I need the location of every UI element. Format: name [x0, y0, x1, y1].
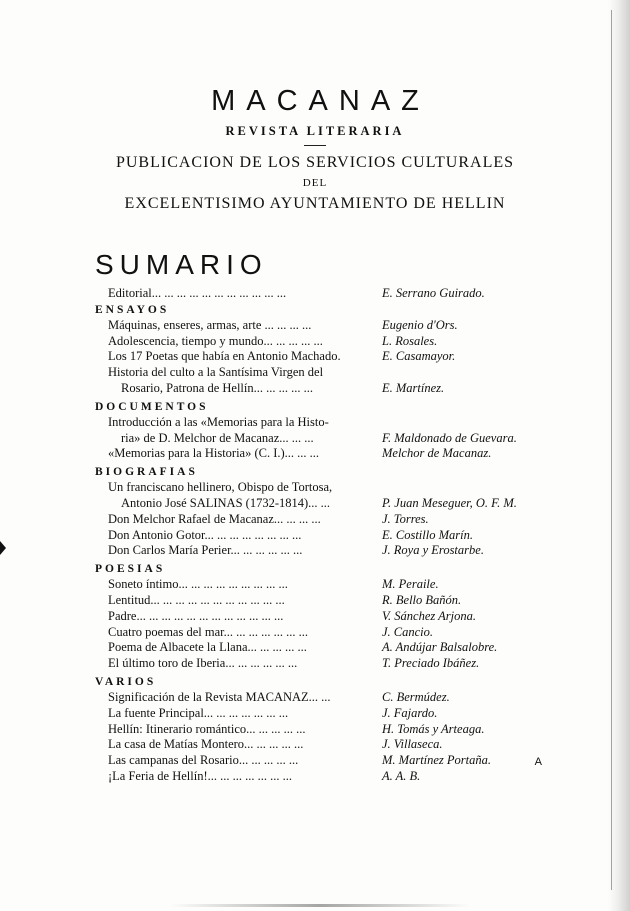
masthead — [0, 84, 630, 214]
entry-title: Don Carlos María Perier... ... ... ... ... ... — [108, 543, 303, 558]
entry-author: T. Preciado Ibáñez. — [382, 656, 480, 671]
entry-title: Introducción a las «Memorias para la Histo- — [108, 414, 329, 429]
entry-author: H. Tomás y Arteaga. — [382, 721, 485, 736]
toc-entry — [95, 656, 525, 672]
entry-title: Los 17 Poetas que había en Antonio Machado. — [108, 349, 341, 364]
toc-entry — [95, 753, 525, 769]
entry-title: Lentitud... ... ... ... ... ... ... ... ... ... ... — [108, 592, 285, 607]
entry-title: Máquinas, enseres, armas, arte ... ... ... ... — [108, 317, 312, 332]
entry-title: Un franciscano hellinero, Obispo de Tortosa, — [108, 480, 333, 495]
table-of-contents — [95, 286, 525, 787]
magazine-subtitle: REVISTA LITERARIA — [225, 124, 405, 138]
title-rule — [304, 145, 326, 146]
entry-title: Editorial... ... ... ... ... ... ... ... ... ... ... — [108, 286, 287, 300]
entry-author: M. Martínez Portaña. — [382, 753, 492, 768]
entry-author: J. Fajardo. — [382, 705, 438, 720]
entry-title: Padre... ... ... ... ... ... ... ... ... ... ... ... — [108, 608, 284, 623]
entry-title: Soneto íntimo... ... ... ... ... ... ... ... ... — [108, 577, 288, 592]
toc-entry — [95, 640, 525, 656]
stray-mark: A — [534, 756, 542, 768]
entry-author: E. Serrano Guirado. — [382, 286, 485, 300]
entry-title: Antonio José SALINAS (1732-1814)... ... — [121, 495, 331, 510]
entry-title: El último toro de Iberia... ... ... ... ... ... — [108, 656, 298, 671]
toc-entry — [95, 625, 525, 641]
toc-entry — [95, 334, 525, 350]
entry-author: E. Costillo Marín. — [382, 527, 473, 542]
entry-author: E. Martínez. — [382, 380, 445, 395]
toc-entry — [95, 690, 525, 706]
toc-entry — [95, 381, 525, 397]
binding-mark — [0, 541, 6, 555]
entry-author: J. Torres. — [382, 511, 429, 526]
contents-heading: SUMARIO — [95, 249, 268, 280]
toc-entry — [95, 349, 525, 365]
entry-author: L. Rosales. — [382, 333, 438, 348]
publisher-line-3: EXCELENTISIMO AYUNTAMIENTO DE HELLIN — [124, 195, 506, 212]
publisher-line-2: DEL — [302, 177, 328, 189]
entry-author: F. Maldonado de Guevara. — [382, 430, 517, 445]
entry-title: La fuente Principal... ... ... ... ... ... ... — [108, 705, 289, 720]
entry-author: P. Juan Meseguer, O. F. M. — [382, 495, 517, 510]
toc-entry — [95, 365, 525, 381]
toc-entry — [95, 577, 525, 593]
section-heading: BIOGRAFIAS — [95, 466, 198, 479]
toc-entry — [95, 318, 525, 334]
toc-entry — [95, 769, 525, 785]
toc-entry — [95, 609, 525, 625]
toc-entry — [95, 446, 525, 462]
toc-entry — [95, 286, 525, 302]
entry-author: Eugenio d'Ors. — [382, 317, 458, 332]
toc-entry — [95, 496, 525, 512]
toc-entry — [95, 722, 525, 738]
entry-title: Hellín: Itinerario romántico... ... ... ... ... — [108, 721, 306, 736]
entry-title: «Memorias para la Historia» (C. I.)... ... ... — [108, 446, 320, 461]
entry-author: E. Casamayor. — [382, 349, 456, 364]
section-heading: ENSAYOS — [95, 303, 170, 316]
entry-title: La casa de Matías Montero... ... ... ... ... — [108, 737, 304, 752]
entry-author: A. Andújar Balsalobre. — [382, 640, 498, 655]
toc-entry — [95, 415, 525, 431]
section-heading: VARIOS — [95, 675, 157, 688]
bottom-smudge — [170, 904, 470, 907]
entry-title: Don Antonio Gotor... ... ... ... ... ... ... ... — [108, 527, 302, 542]
entry-title: Don Melchor Rafael de Macanaz... ... ... ... — [108, 511, 321, 526]
entry-title: Las campanas del Rosario... ... ... ... ... — [108, 753, 299, 768]
toc-entry — [95, 528, 525, 544]
entry-author: J. Roya y Erostarbe. — [382, 543, 484, 558]
toc-entry — [95, 512, 525, 528]
entry-title: Adolescencia, tiempo y mundo... ... ... ... ... — [108, 333, 323, 348]
entry-author: C. Bermúdez. — [382, 689, 450, 704]
toc-entry — [95, 737, 525, 753]
toc-entry — [95, 543, 525, 559]
entry-title: Poema de Albacete la Llana... ... ... ... ... — [108, 640, 307, 655]
toc-entry — [95, 431, 525, 447]
entry-title: Cuatro poemas del mar... ... ... ... ... ... ... — [108, 624, 308, 639]
magazine-title: MACANAZ — [211, 85, 430, 117]
entry-author: A. A. B. — [382, 768, 421, 783]
entry-title: ria» de D. Melchor de Macanaz... ... ... — [121, 430, 314, 445]
entry-title: Rosario, Patrona de Hellín... ... ... ... ... — [121, 380, 313, 395]
entry-author: J. Villaseca. — [382, 737, 443, 752]
toc-entry — [95, 480, 525, 496]
entry-title: ¡La Feria de Hellín!... ... ... ... ... ... ... — [108, 768, 292, 783]
entry-author: V. Sánchez Arjona. — [382, 608, 476, 623]
section-heading: DOCUMENTOS — [95, 400, 209, 413]
entry-author: M. Peraile. — [382, 577, 439, 592]
entry-author: R. Bello Bañón. — [382, 592, 462, 607]
toc-entry — [95, 593, 525, 609]
entry-title: Significación de la Revista MACANAZ... ... — [108, 689, 331, 704]
section-gap — [95, 785, 525, 787]
entry-title: Historia del culto a la Santísima Virgen del — [108, 365, 324, 380]
publisher-line-1: PUBLICACION DE LOS SERVICIOS CULTURALES — [115, 154, 515, 171]
section-heading: POESIAS — [95, 563, 166, 576]
entry-author: Melchor de Macanaz. — [382, 446, 492, 461]
toc-entry — [95, 706, 525, 722]
entry-author: J. Cancio. — [382, 624, 434, 639]
